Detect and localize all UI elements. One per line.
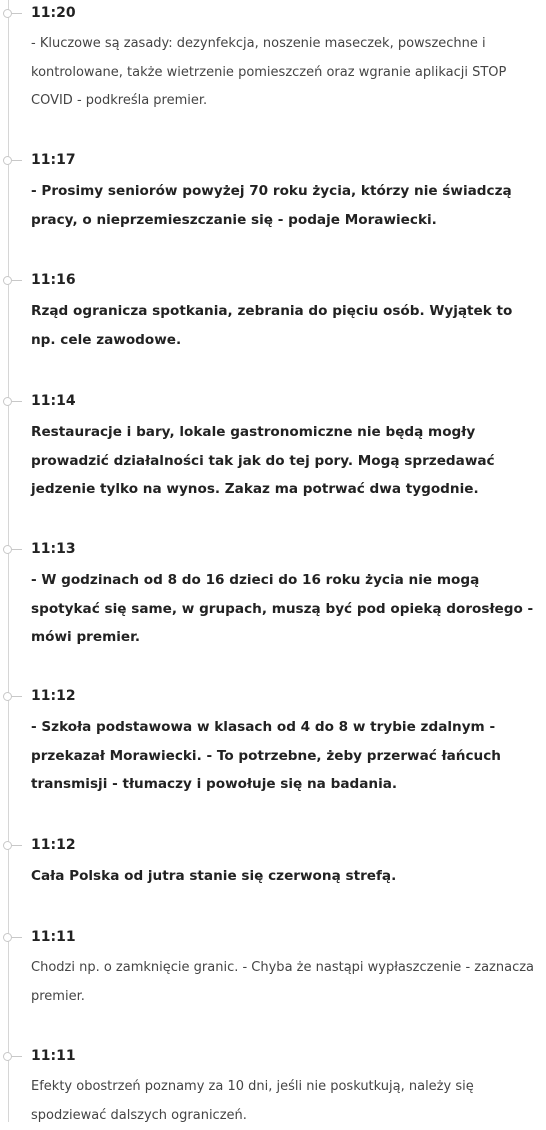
entry-time: 11:14 — [31, 393, 76, 409]
entry-text: Chodzi np. o zamknięcie granic. - Chyba że nastąpi wypłaszczenie - zaznacza premier. — [31, 960, 535, 1004]
entry-time: 11:13 — [31, 541, 76, 557]
entry-time: 11:17 — [31, 152, 76, 168]
timeline-line — [8, 0, 9, 1122]
entry-time: 11:20 — [31, 5, 76, 21]
timeline-dot-icon — [3, 397, 12, 406]
timeline-tick — [12, 549, 22, 550]
entry-text: Efekty obostrzeń poznamy za 10 dni, jeśli nie poskutkują, należy się spodziewać dalszych ograniczeń. — [31, 1079, 474, 1123]
timeline-tick — [12, 401, 22, 402]
timeline-tick — [12, 1056, 22, 1057]
timeline-dot-icon — [3, 841, 12, 850]
timeline-dot-icon — [3, 692, 12, 701]
entry-text: - Prosimy seniorów powyżej 70 roku życia, którzy nie świadczą pracy, o nieprzemieszczanie się - podaje Morawiecki. — [31, 183, 512, 228]
timeline-tick — [12, 696, 22, 697]
entry-text: - W godzinach od 8 do 16 dzieci do 16 roku życia nie mogą spotykać się same, w grupach, muszą być pod opieką dorosłego - mówi premier. — [31, 572, 534, 645]
timeline-tick — [12, 280, 22, 281]
timeline-dot-icon — [3, 545, 12, 554]
timeline-dot-icon — [3, 9, 12, 18]
entry-text: - Kluczowe są zasady: dezynfekcja, noszenie maseczek, powszechne i kontrolowane, także wietrzenie pomieszczeń oraz wgranie aplikacji STOP COVID - podkreśla premier. — [31, 36, 507, 108]
timeline-dot-icon — [3, 933, 12, 942]
timeline-tick — [12, 937, 22, 938]
entry-time: 11:12 — [31, 688, 76, 704]
timeline-tick — [12, 13, 22, 14]
entry-time: 11:16 — [31, 272, 76, 288]
entry-time: 11:11 — [31, 1048, 76, 1064]
entry-text: Cała Polska od jutra stanie się czerwoną strefą. — [31, 868, 397, 884]
entry-time: 11:12 — [31, 837, 76, 853]
timeline-tick — [12, 160, 22, 161]
entry-text: Rząd ogranicza spotkania, zebrania do pięciu osób. Wyjątek to np. cele zawodowe. — [31, 303, 513, 348]
timeline-dot-icon — [3, 156, 12, 165]
entry-text: Restauracje i bary, lokale gastronomiczne nie będą mogły prowadzić działalności tak jak do tej pory. Mogą sprzedawać jedzenie tylko na wynos. Zakaz ma potrwać dwa tygodnie. — [31, 424, 495, 497]
timeline-dot-icon — [3, 276, 12, 285]
timeline-dot-icon — [3, 1052, 12, 1061]
entry-text: - Szkoła podstawowa w klasach od 4 do 8 w trybie zdalnym - przekazał Morawiecki. - To potrzebne, żeby przerwać łańcuch transmisji - tłumaczy i powołuje się na badania. — [31, 719, 501, 792]
timeline-tick — [12, 845, 22, 846]
entry-time: 11:11 — [31, 929, 76, 945]
